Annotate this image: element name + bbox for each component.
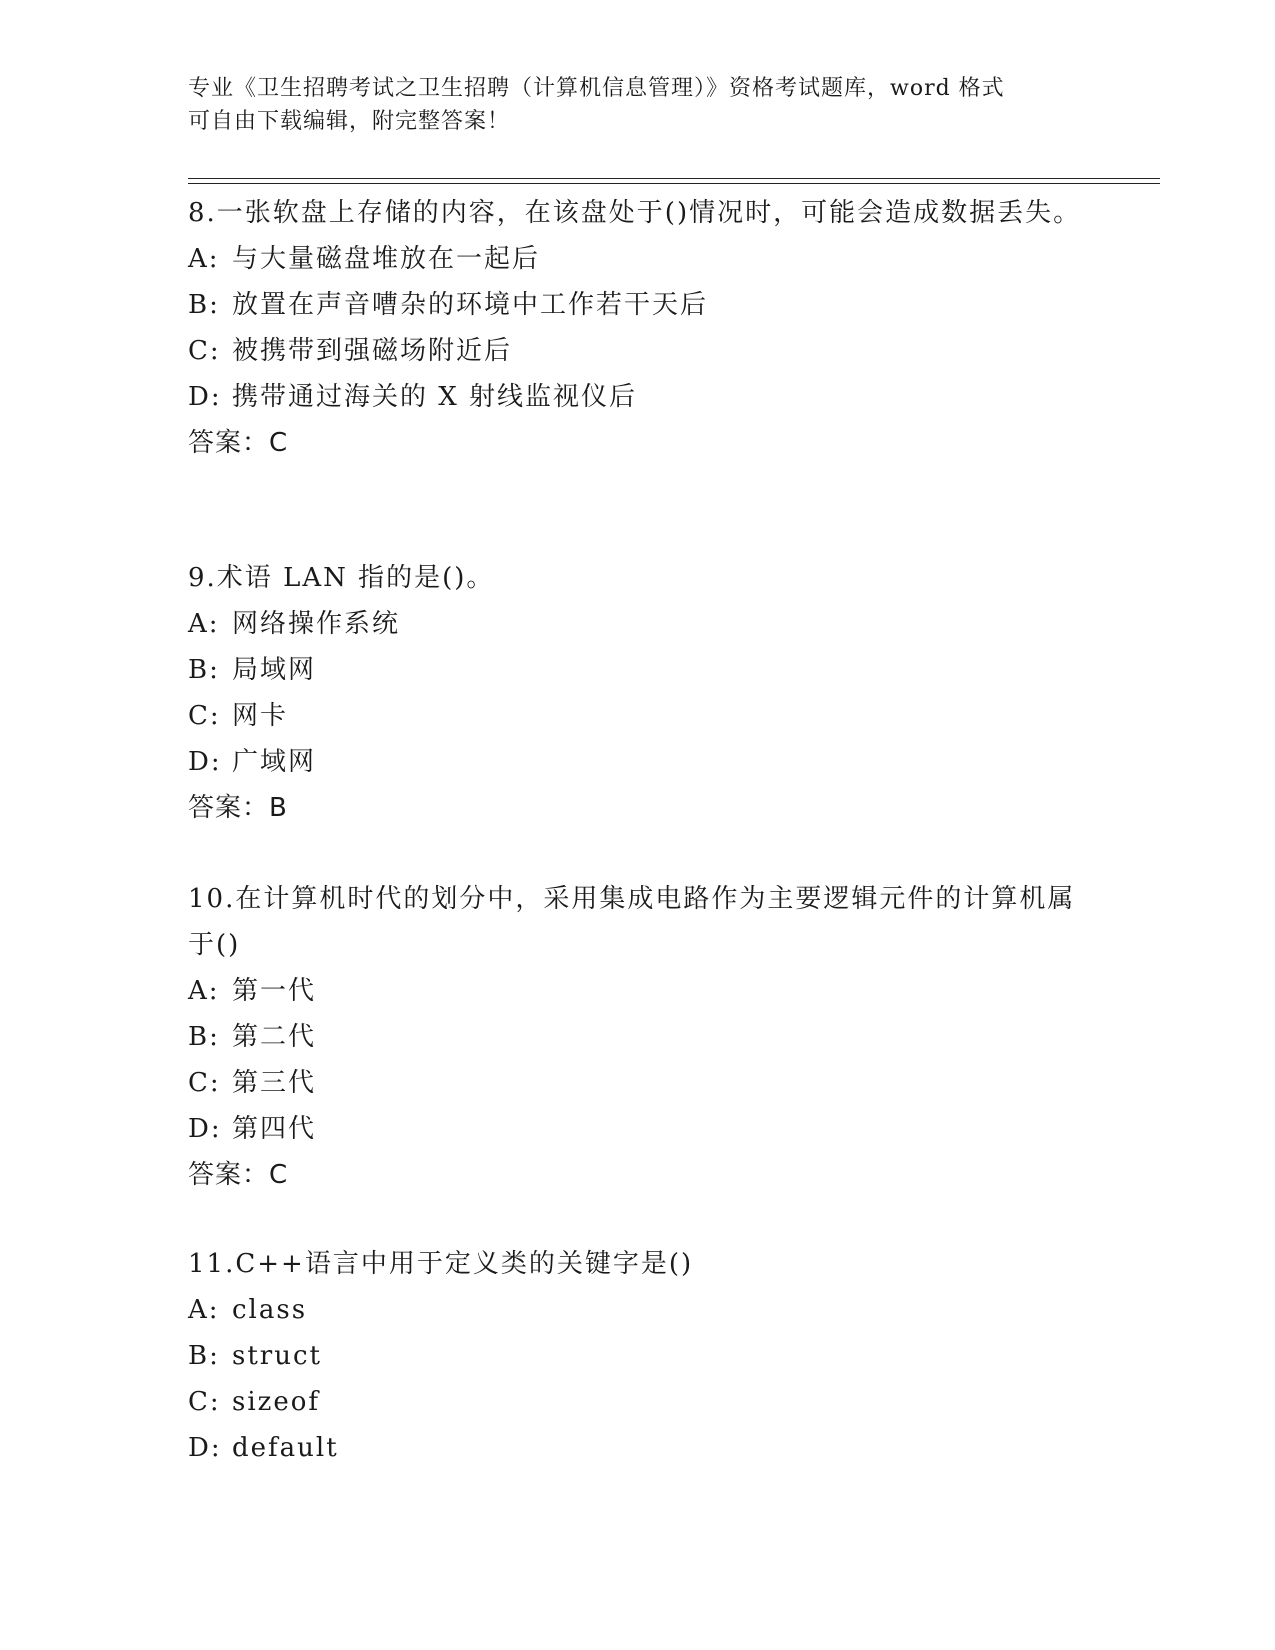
option-letter: B:	[188, 290, 220, 320]
option-text: 第三代	[232, 1068, 317, 1098]
question-8	[188, 190, 1088, 466]
option-text: sizeof	[232, 1387, 321, 1417]
option-text: default	[232, 1433, 339, 1463]
option-letter: A:	[188, 976, 220, 1006]
option-b	[188, 1014, 1088, 1060]
answer-text: 答案：C	[188, 428, 289, 458]
document-header	[188, 72, 1088, 138]
option-text: class	[232, 1295, 308, 1325]
header-line-2: 可自由下载编辑，附完整答案！	[188, 109, 511, 134]
question-text: 11.C++语言中用于定义类的关键字是()	[188, 1249, 694, 1279]
option-text: 携带通过海关的 X 射线监视仪后	[232, 382, 638, 412]
option-letter: A:	[188, 244, 220, 274]
question-text: 8.一张软盘上存储的内容，在该盘处于()情况时，可能会造成数据丢失。	[188, 198, 1082, 228]
option-c	[188, 693, 1088, 739]
option-text: 被携带到强磁场附近后	[232, 336, 513, 366]
option-c	[188, 1060, 1088, 1106]
option-letter: B:	[188, 1341, 220, 1371]
option-letter: A:	[188, 1295, 220, 1325]
option-c	[188, 1379, 1088, 1425]
answer-text: 答案：C	[188, 1160, 289, 1190]
option-text: struct	[232, 1341, 322, 1371]
option-text: 网卡	[232, 701, 289, 731]
option-text: 第四代	[232, 1114, 317, 1144]
question-9	[188, 555, 1088, 831]
option-a	[188, 968, 1088, 1014]
option-d	[188, 739, 1088, 785]
option-d	[188, 1106, 1088, 1152]
question-10	[188, 876, 1088, 1198]
option-text: 广域网	[232, 747, 317, 777]
option-b	[188, 647, 1088, 693]
option-letter: C:	[188, 1068, 221, 1098]
option-letter: D:	[188, 747, 222, 777]
option-a	[188, 236, 1088, 282]
option-letter: B:	[188, 1022, 220, 1052]
option-text: 第一代	[232, 976, 317, 1006]
option-letter: B:	[188, 655, 220, 685]
header-divider-top	[188, 178, 1160, 179]
answer-text: 答案：B	[188, 793, 288, 823]
option-c	[188, 328, 1088, 374]
option-text: 第二代	[232, 1022, 317, 1052]
option-a	[188, 1287, 1088, 1333]
question-text: 10.在计算机时代的划分中，采用集成电路作为主要逻辑元件的计算机属于()	[188, 884, 1076, 960]
option-letter: D:	[188, 1433, 222, 1463]
option-letter: C:	[188, 1387, 221, 1417]
option-text: 网络操作系统	[232, 609, 401, 639]
option-letter: C:	[188, 336, 221, 366]
option-b	[188, 282, 1088, 328]
question-text: 9.术语 LAN 指的是()。	[188, 563, 495, 593]
option-letter: D:	[188, 1114, 222, 1144]
option-text: 放置在声音嘈杂的环境中工作若干天后	[232, 290, 709, 320]
question-11	[188, 1241, 1088, 1471]
option-letter: C:	[188, 701, 221, 731]
option-letter: D:	[188, 382, 222, 412]
option-text: 与大量磁盘堆放在一起后	[232, 244, 541, 274]
option-d	[188, 1425, 1088, 1471]
option-d	[188, 374, 1088, 420]
header-line-1: 专业《卫生招聘考试之卫生招聘（计算机信息管理）》资格考试题库，word 格式	[188, 76, 1005, 101]
option-b	[188, 1333, 1088, 1379]
option-a	[188, 601, 1088, 647]
header-divider-bottom	[188, 183, 1160, 184]
option-text: 局域网	[232, 655, 317, 685]
option-letter: A:	[188, 609, 220, 639]
